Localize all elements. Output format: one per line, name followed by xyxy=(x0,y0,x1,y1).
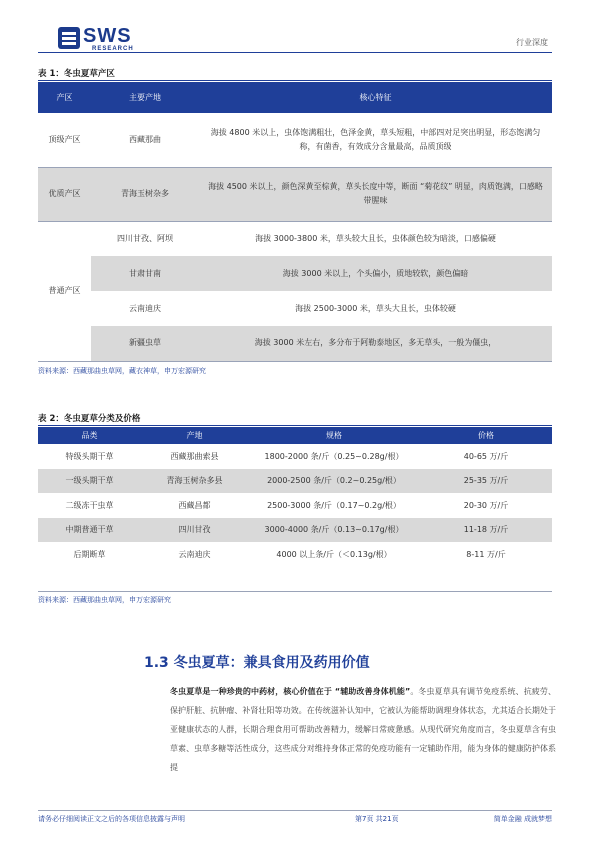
table2-title-rule xyxy=(38,425,552,426)
table2-origin: 西藏昌都 xyxy=(178,500,211,510)
table2-title: 表 2：冬虫夏草分类及价格 xyxy=(38,414,141,424)
table1-title-rule xyxy=(38,80,552,81)
table-row xyxy=(38,256,552,291)
table2-origin: 云南迪庆 xyxy=(178,549,211,559)
table2-bottom-rule xyxy=(38,591,552,592)
table1 xyxy=(38,82,552,362)
table-row xyxy=(38,167,552,221)
logo-subtext: RESEARCH xyxy=(92,46,134,52)
table-row xyxy=(38,326,552,361)
logo-mark-icon xyxy=(58,27,80,49)
table2-price: 20-30 万/斤 xyxy=(463,500,509,510)
table1-zone: 普通产区 xyxy=(38,221,91,361)
table-row xyxy=(38,221,552,256)
table2-price: 25-35 万/斤 xyxy=(420,469,552,494)
table-row xyxy=(38,493,552,518)
section-paragraph xyxy=(170,682,556,777)
table2-cat: 一级头期干草 xyxy=(38,469,141,494)
table1-place: 云南迪庆 xyxy=(129,303,161,313)
table1-title: 表 1：冬虫夏草产区 xyxy=(38,69,115,79)
table2-origin: 西藏那曲索县 xyxy=(170,451,219,461)
header-rule xyxy=(38,52,552,53)
table1-place: 新疆虫草 xyxy=(91,326,199,361)
table2-origin: 四川甘孜 xyxy=(141,518,248,543)
table2-price: 11-18 万/斤 xyxy=(420,518,552,543)
table1-header-row xyxy=(38,82,552,113)
footer-disclaimer: 请务必仔细阅读正文之后的各项信息披露与声明 xyxy=(38,815,185,823)
footer-rule xyxy=(38,810,552,811)
table1-header-zone: 产区 xyxy=(38,82,91,113)
paragraph-lead: 冬虫夏草是一种珍贵的中药材，核心价值在于 “辅助改善身体机能” xyxy=(170,687,411,696)
table2-header-row xyxy=(38,427,552,444)
table-row xyxy=(38,542,552,567)
table2-spec: 1800-2000 条/斤（0.25~0.28g/根） xyxy=(264,451,404,461)
table-row xyxy=(38,113,552,167)
table1-header-feature: 核心特征 xyxy=(199,82,552,113)
table-row xyxy=(38,469,552,494)
table-row xyxy=(38,444,552,469)
table2-source: 资料来源：西藏那曲虫草网，申万宏源研究 xyxy=(38,596,171,604)
logo-text: SWS xyxy=(83,25,132,47)
table2-spec: 3000-4000 条/斤（0.13~0.17g/根） xyxy=(248,518,420,543)
paragraph-body: 。冬虫夏草具有调节免疫系统、抗疲劳、保护肝脏、抗肿瘤、补肾壮阳等功效。在传统滋补认知中，它被认为能帮助调理身体状态，尤其适合长期处于亚健康状态的人群，长期合理食用可帮助改善精力，缓解日常疲惫感。从现代研究角度而言，冬虫夏草含有虫草素、虫草多糖等活性成分，这些成分对维持身体正常的免疫功能有一定辅助作用，能为身体的健康防护体系提 xyxy=(170,687,556,772)
table1-feature: 海拔 2500-3000 米，草头大且长，虫体较硬 xyxy=(295,303,456,313)
table1-place: 甘肃甘南 xyxy=(91,256,199,291)
table-row xyxy=(38,291,552,326)
table1-zone: 优质产区 xyxy=(38,167,91,221)
section-title: 1.3 冬虫夏草：兼具食用及药用价值 xyxy=(144,655,370,671)
report-type-label: 行业深度 xyxy=(516,38,548,47)
table1-feature: 海拔 3000 米以上，个头偏小，质地较软，颜色偏暗 xyxy=(199,256,552,291)
table2-spec: 2000-2500 条/斤（0.2~0.25g/根） xyxy=(248,469,420,494)
table1-place: 西藏那曲 xyxy=(91,113,199,167)
table-row xyxy=(38,518,552,543)
table2-header-origin: 产地 xyxy=(141,427,248,444)
table2-cat: 后期断草 xyxy=(73,549,106,559)
table2-price: 40-65 万/斤 xyxy=(463,451,509,461)
table1-feature: 海拔 4500 米以上，颜色深黄至棕黄，草头长度中等，断面 “菊花纹” 明显，肉质饱满，口感略带腥味 xyxy=(199,167,552,221)
table1-header-place: 主要产地 xyxy=(91,82,199,113)
table1-feature: 海拔 3000-3800 米，草头较大且长，虫体颜色较为暗淡，口感偏硬 xyxy=(255,233,496,243)
table1-place: 青海玉树杂多 xyxy=(91,167,199,221)
footer-slogan: 简单金融 成就梦想 xyxy=(493,815,552,823)
table2-header-cat: 品类 xyxy=(38,427,141,444)
table2-origin: 青海玉树杂多县 xyxy=(141,469,248,494)
table2-cat: 中期普通干草 xyxy=(38,518,141,543)
table2-cat: 二级冻干虫草 xyxy=(65,500,114,510)
table1-place: 四川甘孜、阿坝 xyxy=(117,233,173,243)
table2-spec: 2500-3000 条/斤（0.17~0.2g/根） xyxy=(267,500,401,510)
logo xyxy=(58,25,148,55)
table1-zone: 顶级产区 xyxy=(38,113,91,167)
table2-spec: 4000 以上条/斤（＜0.13g/根） xyxy=(276,549,392,559)
table2-header-price: 价格 xyxy=(420,427,552,444)
table2-cat: 特级头期干草 xyxy=(65,451,114,461)
page-number: 第7页 共21页 xyxy=(355,815,399,823)
table2-price: 8-11 万/斤 xyxy=(466,549,506,559)
table2 xyxy=(38,427,552,567)
table1-feature: 海拔 4800 米以上，虫体饱满粗壮，色泽金黄，草头短粗，中部四对足突出明显，形态饱满匀称，有菌香，有效成分含量最高，品质顶级 xyxy=(199,113,552,167)
table2-header-spec: 规格 xyxy=(248,427,420,444)
table1-feature: 海拔 3000 米左右，多分布于阿勒泰地区，多无草头，一般为僵虫， xyxy=(199,326,552,361)
table1-source: 资料来源：西藏那曲虫草网，藏衣神草，申万宏源研究 xyxy=(38,367,206,375)
